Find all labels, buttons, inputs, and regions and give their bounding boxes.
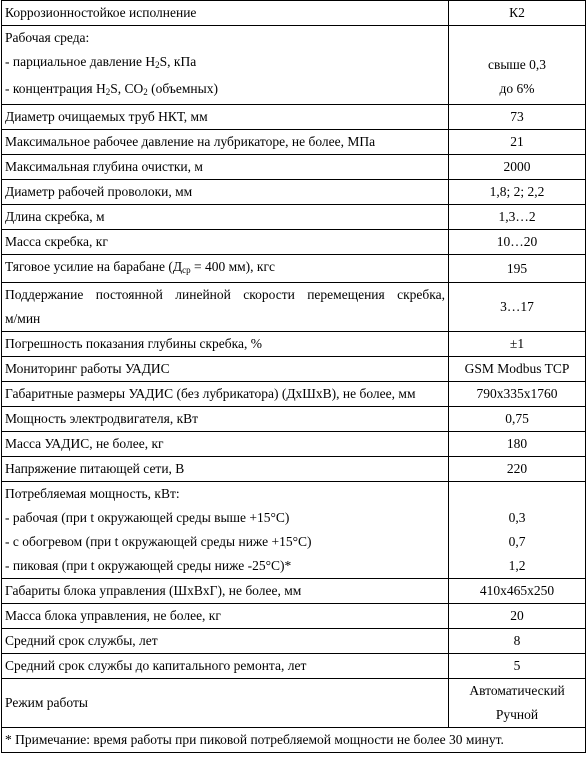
row-label: Диаметр очищаемых труб НКТ, мм [2,105,449,130]
sub-item-value: свыше 0,3 [487,57,547,72]
section-heading: Рабочая среда: [5,30,90,45]
row-label [2,26,449,105]
row-value [449,679,586,728]
table-row [2,382,586,407]
row-label: Тяговое усилие на барабане ($Д_{ср} = 400$ мм), кгс [2,255,449,283]
table-row [2,654,586,679]
row-value [449,26,586,105]
sub-item-label: - пиковая (при t окружающей среды ниже -25°С)* [5,558,292,573]
table-row [2,155,586,180]
row-value: GSM Modbus TCP [449,357,586,382]
spec-table [1,0,586,753]
row-value: 5 [449,654,586,679]
sub-item-value: 1,2 [508,558,526,573]
row-value: 20 [449,604,586,629]
row-label: Длина скребка, м [2,205,449,230]
row-value: 73 [449,105,586,130]
table-row [2,604,586,629]
table-row [2,579,586,604]
row-value: 410x465x250 [449,579,586,604]
sub-item-value: 0,7 [508,534,526,549]
row-label [2,283,449,332]
row-label: Габариты блока управления (ШxВxГ), не более, мм [2,579,449,604]
table-row [2,679,586,728]
footnote: * Примечание: время работы при пиковой потребляемой мощности не более 30 минут. [2,728,586,753]
row-label: Максимальная глубина очистки, м [2,155,449,180]
table-row [2,432,586,457]
row-label: Средний срок службы до капитального ремонта, лет [2,654,449,679]
row-value: 790x335x1760 [449,382,586,407]
row-label: Масса УАДИС, не более, кг [2,432,449,457]
row-label [2,482,449,579]
row-label: Коррозионностойкое исполнение [2,1,449,26]
row-value [449,482,586,579]
row-label: Масса блока управления, не более, кг [2,604,449,629]
row-value: 1,8; 2; 2,2 [449,180,586,205]
table-row [2,130,586,155]
sub-item-label: - парциальное давление $H_2S$, кПа [5,54,197,70]
table-row [2,180,586,205]
sub-item-value: 0,3 [508,510,526,525]
row-value: К2 [449,1,586,26]
mode-option: Автоматический [469,683,565,698]
row-value: ±1 [449,332,586,357]
table-row [2,255,586,283]
table-row [2,482,586,579]
row-label-line: Поддержание постоянной линейной скорости перемещения скребка, [5,287,445,302]
row-label: Масса скребка, кг [2,230,449,255]
row-value: 10…20 [449,230,586,255]
table-row [2,230,586,255]
sub-item-label: - с обогревом (при t окружающей среды ниже +15°С) [5,534,312,549]
sub-item-label: - рабочая (при t окружающей среды выше +15°С) [5,510,290,525]
row-label: Мониторинг работы УАДИС [2,357,449,382]
row-label: Режим работы [2,679,449,728]
table-row [2,728,586,753]
row-value: 8 [449,629,586,654]
row-label: Напряжение питающей сети, В [2,457,449,482]
row-value: 0,75 [449,407,586,432]
table-row [2,205,586,230]
sub-item-label: - концентрация $H_2S$, $CO_2$ (объемных) [5,81,218,97]
row-value: 1,3…2 [449,205,586,230]
table-row [2,283,586,332]
table-row [2,332,586,357]
row-label: Габаритные размеры УАДИС (без лубрикатора) (ДхШхВ), не более, мм [2,382,449,407]
row-value: 220 [449,457,586,482]
table-row [2,26,586,105]
row-label: Мощность электродвигателя, кВт [2,407,449,432]
row-label: Максимальное рабочее давление на лубрикаторе, не более, МПа [2,130,449,155]
table-row [2,407,586,432]
row-value: 2000 [449,155,586,180]
row-value: 21 [449,130,586,155]
sub-item-value: до 6% [499,81,535,96]
row-value: 3…17 [449,283,586,332]
row-label: Диаметр рабочей проволоки, мм [2,180,449,205]
row-value: 195 [449,255,586,283]
table-row [2,357,586,382]
row-value: 180 [449,432,586,457]
table-row [2,105,586,130]
mode-option: Ручной [495,707,539,722]
table-row [2,629,586,654]
section-heading: Потребляемая мощность, кВт: [5,486,180,501]
table-row [2,1,586,26]
table-row [2,457,586,482]
row-label: Средний срок службы, лет [2,629,449,654]
row-label-line: м/мин [5,311,41,326]
row-label: Погрешность показания глубины скребка, % [2,332,449,357]
